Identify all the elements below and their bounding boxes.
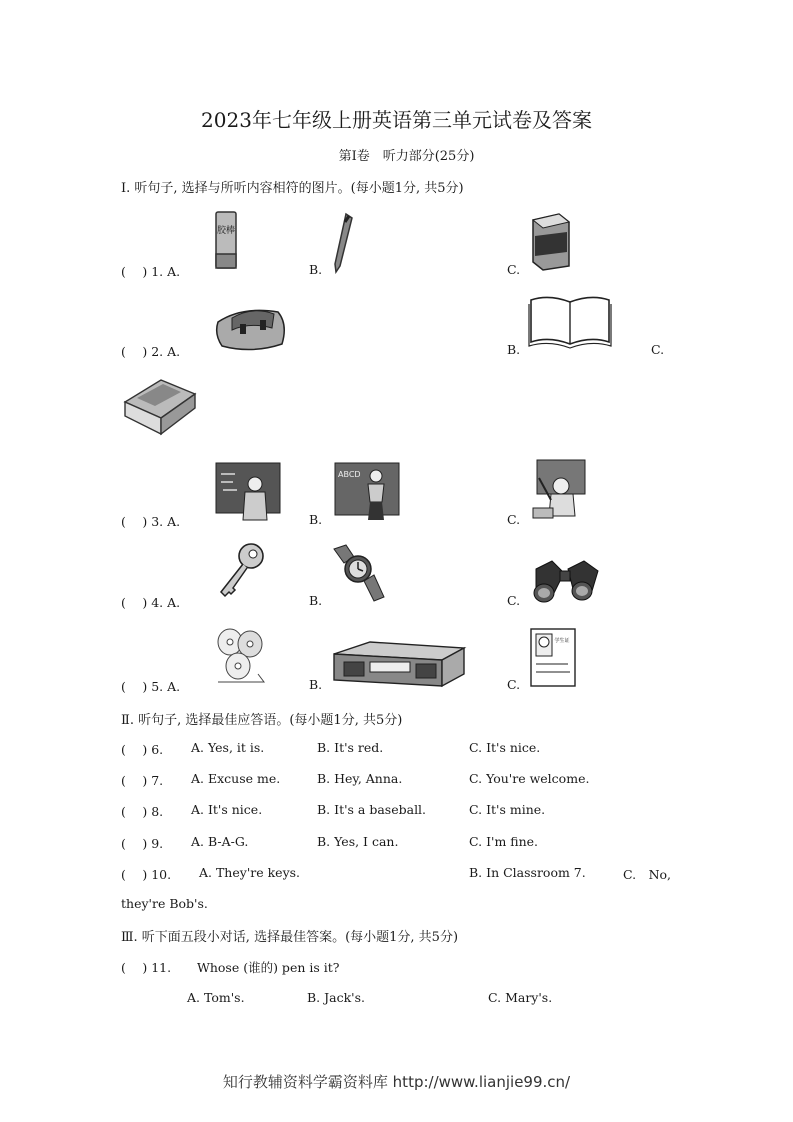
q7-option-c: C. You're welcome. xyxy=(469,771,590,786)
q6-option-b: B. It's red. xyxy=(317,740,384,755)
glue-stick-label: 胶棒 xyxy=(216,226,236,236)
q9-prefix: ( ) 9. xyxy=(121,836,164,851)
q11-option-a: A. Tom's. xyxy=(187,990,245,1005)
binoculars-icon xyxy=(530,555,602,605)
dictionary-icon xyxy=(121,376,199,438)
q2-option-c: C. xyxy=(651,342,665,357)
q5-option-c: C. xyxy=(507,677,521,692)
q4-option-b: B. xyxy=(309,593,323,608)
cd-discs-icon xyxy=(214,626,268,688)
q5-option-b: B. xyxy=(309,677,323,692)
q11-prefix: ( ) 11. xyxy=(121,960,172,975)
q10-option-a: A. They're keys. xyxy=(199,865,301,880)
q9-option-b: B. Yes, I can. xyxy=(317,834,399,849)
q6-option-a: A. Yes, it is. xyxy=(191,740,265,755)
eraser-icon xyxy=(529,212,573,272)
watch-icon xyxy=(330,543,386,603)
q5-prefix: ( ) 5. A. xyxy=(121,679,181,694)
page-subtitle: 第Ⅰ卷 听力部分(25分) xyxy=(338,149,475,164)
open-book-icon xyxy=(527,292,613,350)
q7-option-b: B. Hey, Anna. xyxy=(317,771,403,786)
q3-option-c: C. xyxy=(507,512,521,527)
q4-prefix: ( ) 4. A. xyxy=(121,595,181,610)
id-card-label: 学生证 xyxy=(554,638,570,644)
footer-watermark[interactable]: 知行教辅资料学霸资料库 http://www.lianjie99.cn/ xyxy=(222,1073,571,1091)
schoolbag-icon xyxy=(212,302,288,354)
pen-icon xyxy=(332,212,354,274)
key-icon xyxy=(213,542,267,602)
q11-option-b: B. Jack's. xyxy=(307,990,365,1005)
q1-option-c: C. xyxy=(507,262,521,277)
q1-option-b: B. xyxy=(309,262,323,277)
q10-option-c-continued: they're Bob's. xyxy=(121,896,208,911)
teacher-abcd-icon xyxy=(334,462,400,522)
q8-option-b: B. It's a baseball. xyxy=(317,802,427,817)
q2-option-b: B. xyxy=(507,342,521,357)
glue-stick-icon xyxy=(214,210,238,270)
q7-prefix: ( ) 7. xyxy=(121,773,164,788)
q11-option-c: C. Mary's. xyxy=(488,990,553,1005)
q10-prefix: ( ) 10. xyxy=(121,867,172,882)
id-card-icon xyxy=(530,628,576,688)
section-1-heading: Ⅰ. 听句子, 选择与所听内容相符的图片。(每小题1分, 共5分) xyxy=(121,181,464,196)
q6-option-c: C. It's nice. xyxy=(469,740,541,755)
q3-option-b: B. xyxy=(309,512,323,527)
q10-option-b: B. In Classroom 7. xyxy=(469,865,586,880)
q1-prefix: ( ) 1. A. xyxy=(121,264,181,279)
q10-option-c: C. No, xyxy=(623,867,672,882)
q3-prefix: ( ) 3. A. xyxy=(121,514,181,529)
page-title: 2023年七年级上册英语第三单元试卷及答案 xyxy=(201,108,592,132)
q9-option-c: C. I'm fine. xyxy=(469,834,539,849)
teacher-pointing-icon xyxy=(531,458,587,520)
section-2-heading: Ⅱ. 听句子, 选择最佳应答语。(每小题1分, 共5分) xyxy=(121,713,403,728)
q11-question: Whose (谁的) pen is it? xyxy=(197,960,340,975)
teacher-blackboard-icon xyxy=(215,462,281,522)
q4-option-c: C. xyxy=(507,593,521,608)
q8-option-a: A. It's nice. xyxy=(191,802,263,817)
q2-prefix: ( ) 2. A. xyxy=(121,344,181,359)
q8-prefix: ( ) 8. xyxy=(121,804,164,819)
section-3-heading: Ⅲ. 听下面五段小对话, 选择最佳答案。(每小题1分, 共5分) xyxy=(121,930,459,945)
q9-option-a: A. B-A-G. xyxy=(191,834,249,849)
q6-prefix: ( ) 6. xyxy=(121,742,164,757)
q7-option-a: A. Excuse me. xyxy=(191,771,281,786)
q8-option-c: C. It's mine. xyxy=(469,802,546,817)
board-text: ABCD xyxy=(338,470,361,479)
cd-player-icon xyxy=(330,638,468,690)
